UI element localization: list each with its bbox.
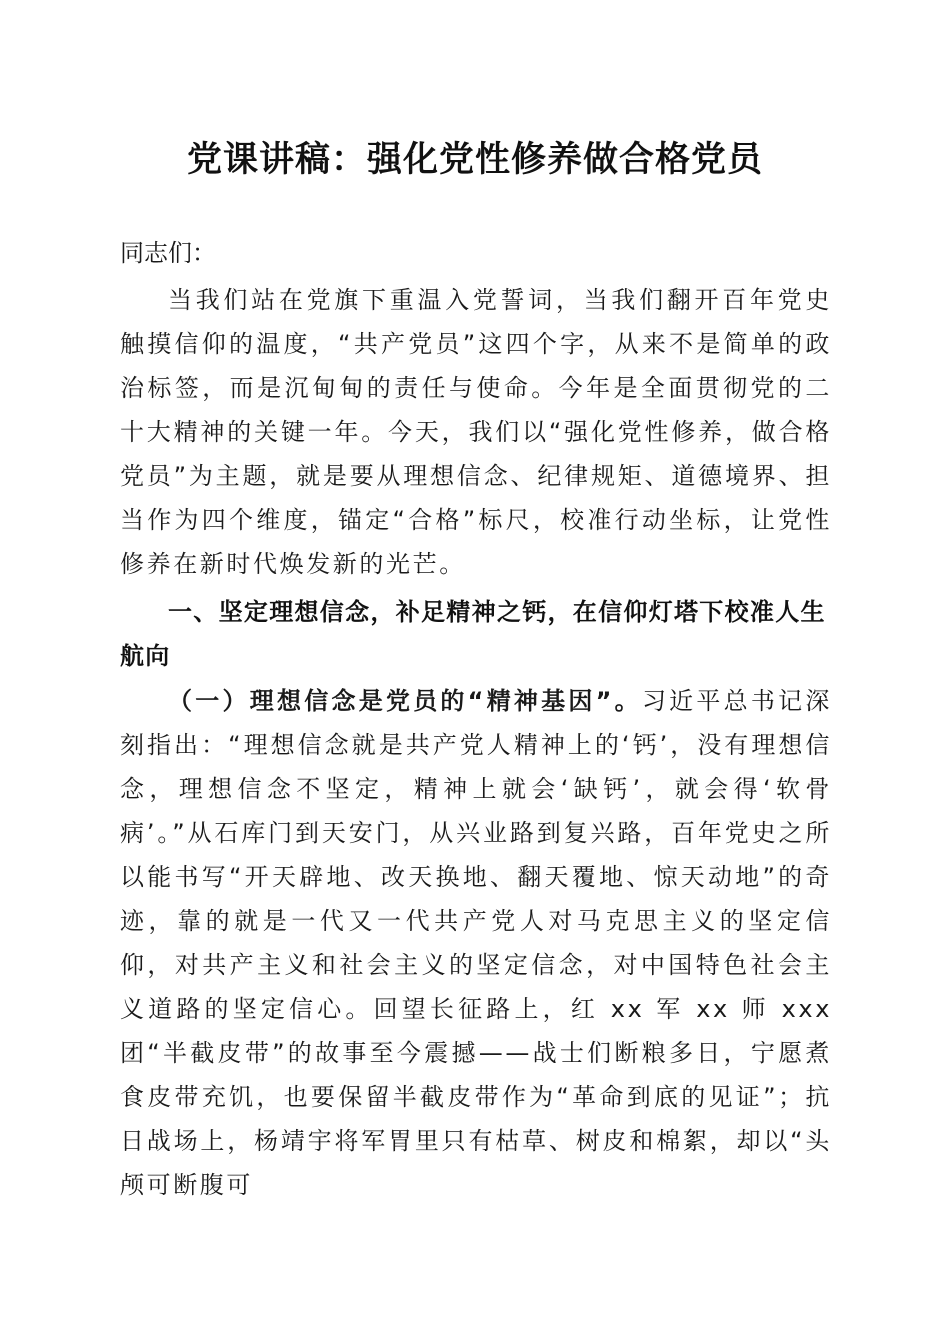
body-paragraph [120, 679, 832, 1207]
subsection-heading: （一）理想信念是党员的“精神基因”。 [168, 687, 642, 715]
salutation: 同志们： [120, 239, 216, 267]
subsection-text: 习近平总书记深刻指出：“理想信念就是共产党人精神上的‘钙’，没有理想信念，理想信念不坚定，精神上就会‘缺钙’，就会得‘软骨病’。”从石库门到天安门，从兴业路到复兴路，百年党史之所以能书写“开天辟地、改天换地、翻天覆地、惊天动地”的奇迹，靠的就是一代又一代共产党人对马克思主义的坚定信仰，对共产主义和社会主义的坚定信念，对中国特色社会主义道路的坚定信心。回望长征路上，红 xx 军 xx 师 xxx 团“半截皮带”的故事至今震撼——战士们断粮多日，宁愿煮食皮带充饥，也要保留半截皮带作为“革命到底的见证”；抗日战场上，杨靖宇将军胃里只有枯草、树皮和棉絮，却以“头颅可断腹可 [120, 687, 832, 1199]
intro-paragraph: 当我们站在党旗下重温入党誓词，当我们翻开百年党史触摸信仰的温度，“共产党员”这四个字，从来不是简单的政治标签，而是沉甸甸的责任与使命。今年是全面贯彻党的二十大精神的关键一年。今天，我们以“强化党性修养，做合格党员”为主题，就是要从理想信念、纪律规矩、道德境界、担当作为四个维度，锚定“合格”标尺，校准行动坐标，让党性修养在新时代焕发新的光芒。 [120, 286, 832, 578]
section-heading: 一、坚定理想信念，补足精神之钙，在信仰灯塔下校准人生航向 [120, 598, 826, 670]
document-title: 党课讲稿：强化党性修养做合格党员 [186, 139, 763, 180]
